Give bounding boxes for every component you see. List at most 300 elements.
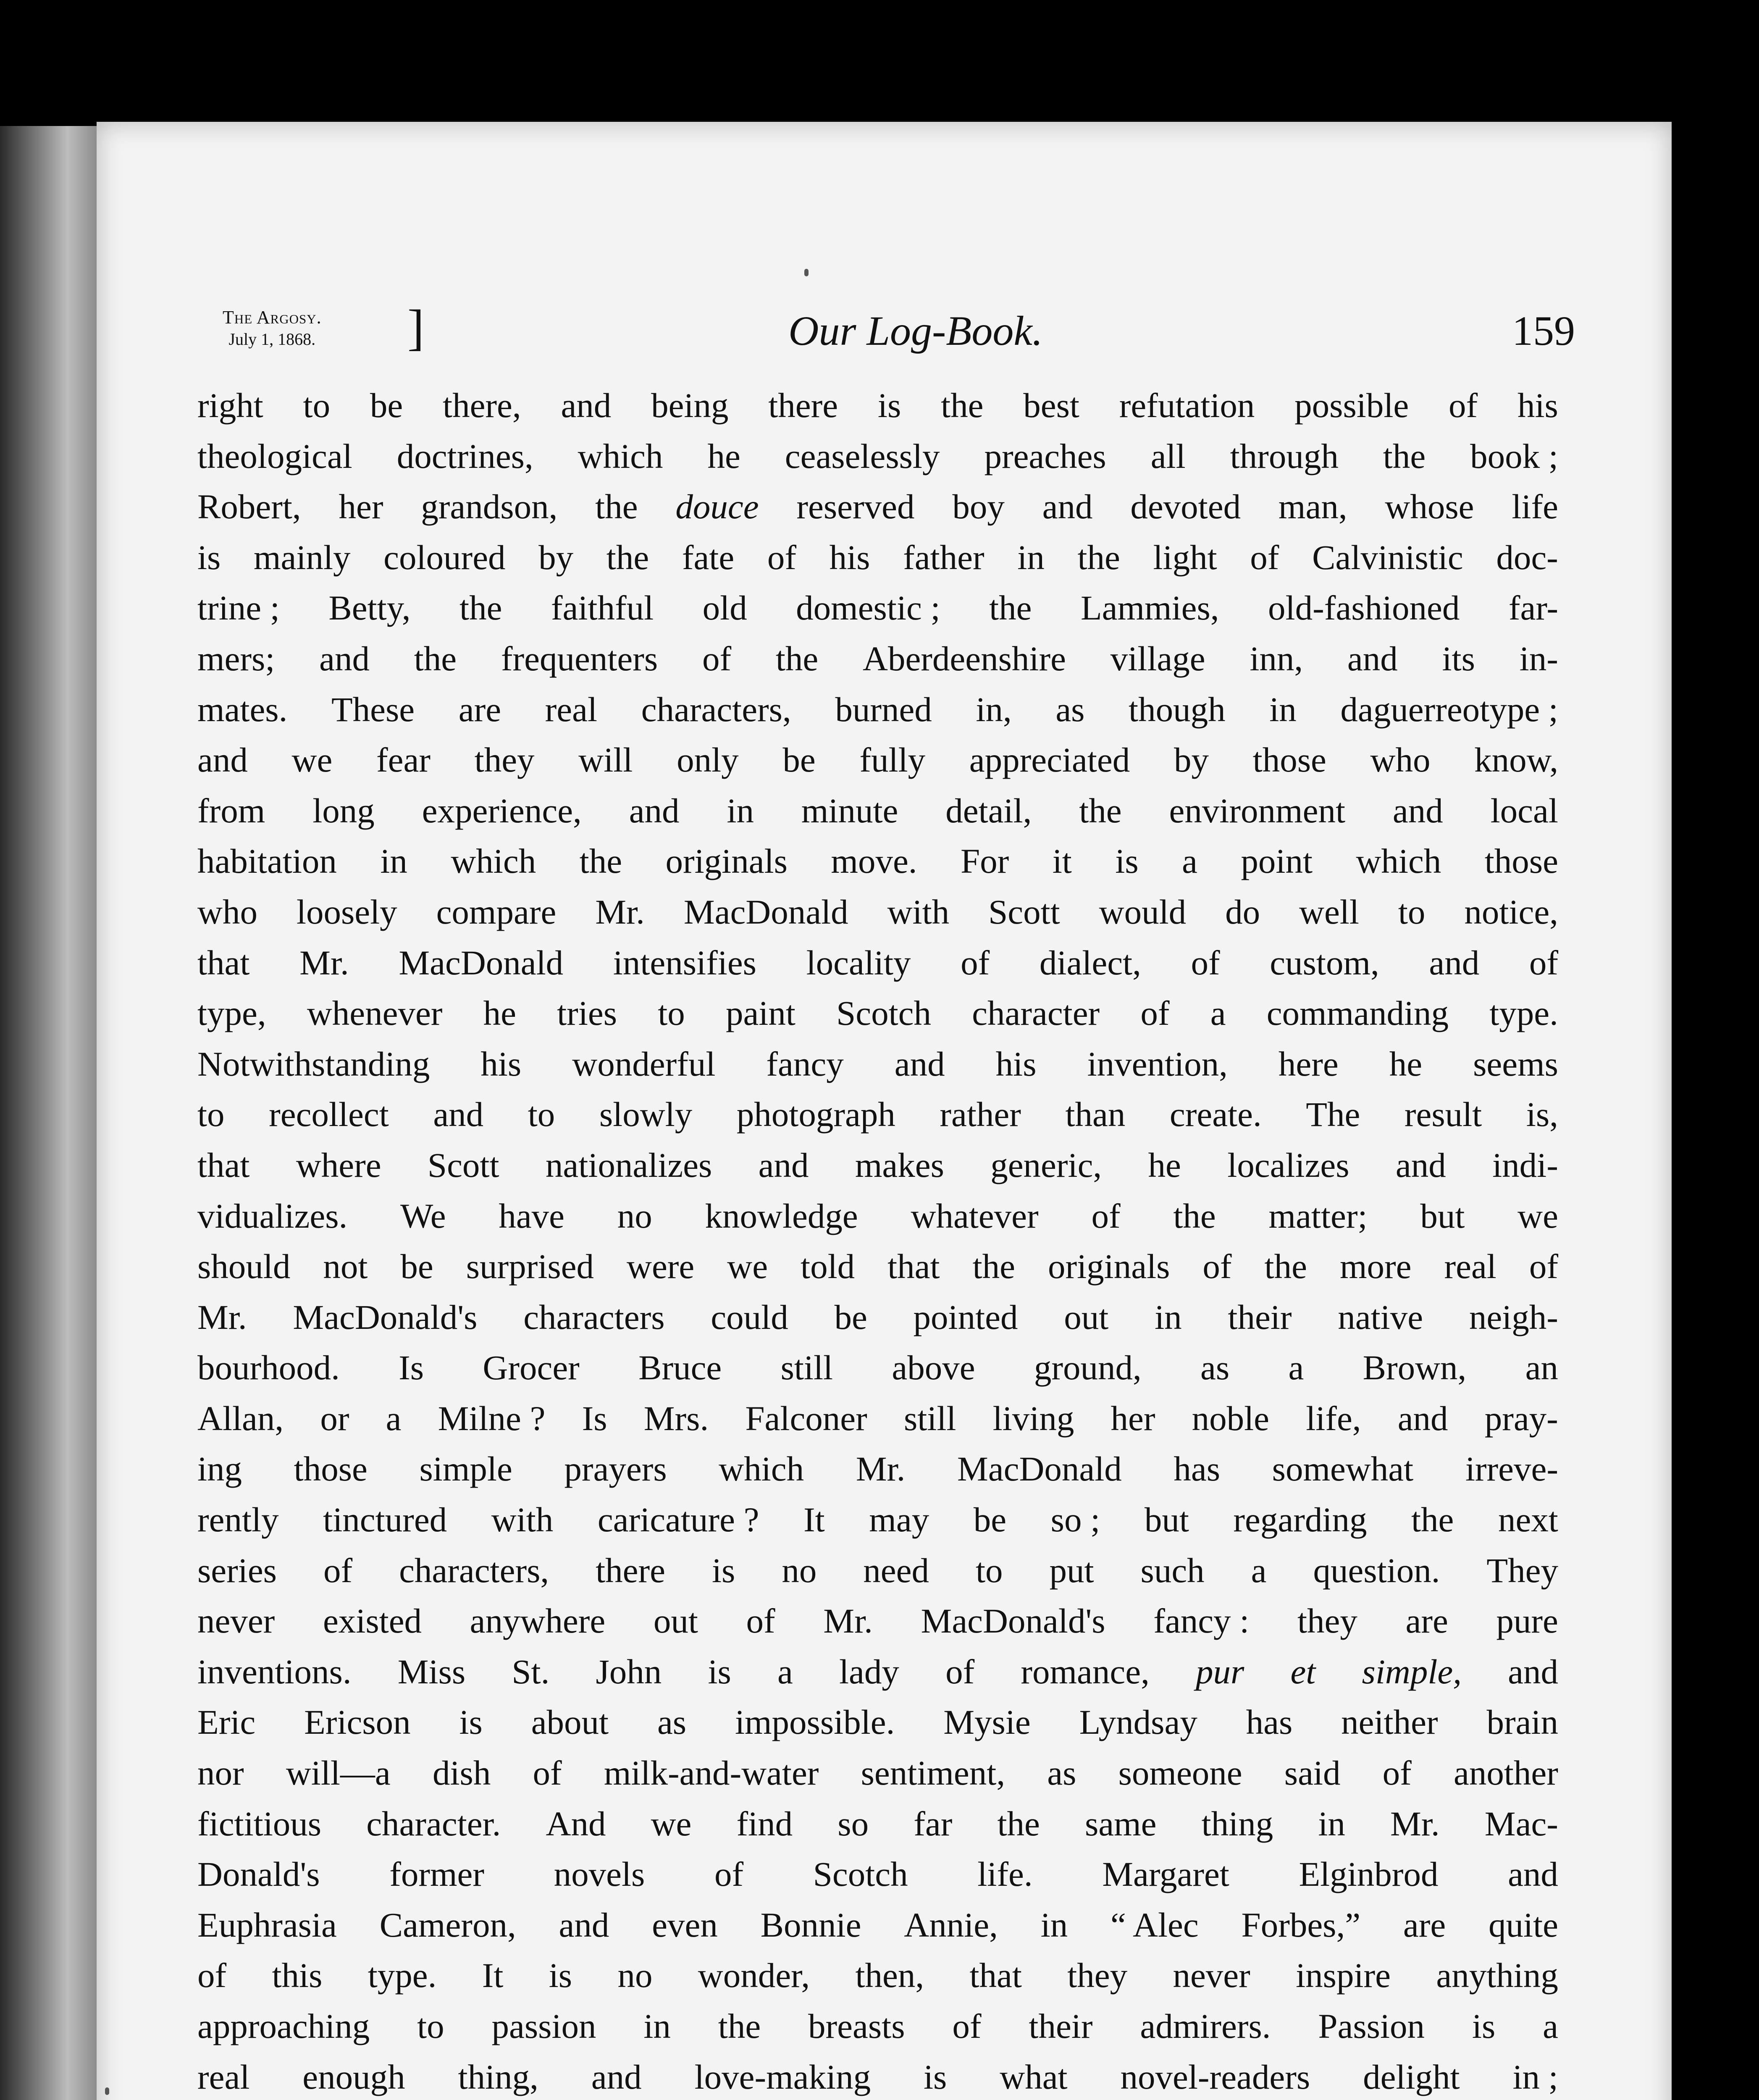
word: and xyxy=(758,1145,809,1184)
word: it xyxy=(1052,842,1072,881)
word: generic, xyxy=(990,1145,1102,1184)
page-title: Our Log-Book. xyxy=(788,307,1043,354)
word: what xyxy=(1000,2057,1068,2096)
word: native xyxy=(1338,1297,1423,1336)
word: their xyxy=(1228,1297,1292,1336)
page-number: 159 xyxy=(1512,307,1575,354)
word: in xyxy=(1040,1905,1068,1944)
adjacent-page-edge xyxy=(0,126,97,2100)
text-line xyxy=(197,532,1558,583)
word: of xyxy=(1091,1196,1121,1235)
word: type. xyxy=(1489,994,1558,1033)
word: reserved xyxy=(796,487,915,526)
word: someone xyxy=(1118,1754,1242,1793)
word: nationalizes xyxy=(545,1145,712,1184)
word: the xyxy=(414,639,457,678)
word: inventions. xyxy=(197,1652,352,1691)
word: there xyxy=(768,386,838,425)
word: breasts xyxy=(808,2007,905,2045)
word: possible xyxy=(1294,386,1409,425)
word: MacDonald xyxy=(957,1449,1122,1488)
word: rently xyxy=(197,1500,279,1539)
word: they xyxy=(1297,1601,1357,1641)
word: its xyxy=(1442,639,1475,678)
word: trine ; xyxy=(197,588,280,627)
word: long xyxy=(312,791,375,830)
word: burned xyxy=(835,690,932,729)
running-head xyxy=(223,298,1575,382)
word: the xyxy=(1173,1196,1216,1235)
word: simple xyxy=(419,1449,512,1488)
word: sentiment, xyxy=(861,1754,1006,1793)
word: and xyxy=(433,1095,484,1134)
word: no xyxy=(617,1196,652,1235)
word: Is xyxy=(399,1348,424,1387)
word: Scott xyxy=(988,892,1060,931)
word: romance, xyxy=(1021,1652,1150,1691)
word: who xyxy=(197,892,257,931)
word: of xyxy=(1191,943,1220,982)
word: Ericson xyxy=(304,1703,411,1742)
text-line xyxy=(197,1545,1558,1596)
word: pure xyxy=(1496,1601,1558,1641)
word: their xyxy=(1029,2007,1093,2045)
word: admirers. xyxy=(1140,2007,1271,2045)
word: minute xyxy=(801,791,898,830)
word: whatever xyxy=(911,1196,1039,1235)
text-line xyxy=(197,735,1558,785)
word: where xyxy=(296,1145,381,1184)
word: life. xyxy=(977,1855,1033,1894)
word: Lammies, xyxy=(1080,588,1219,627)
word: and xyxy=(319,639,370,678)
word: Scott xyxy=(427,1145,499,1184)
word: to xyxy=(528,1095,555,1134)
word: inn, xyxy=(1250,639,1303,678)
word: and xyxy=(1508,1652,1558,1691)
word: refutation xyxy=(1119,386,1255,425)
word: regarding xyxy=(1233,1500,1367,1539)
word: tries xyxy=(557,994,617,1033)
text-line xyxy=(197,583,1558,633)
word: originals xyxy=(665,842,788,881)
word: are xyxy=(1405,1601,1448,1641)
word: locality xyxy=(806,943,911,982)
word: vidualizes. xyxy=(197,1196,348,1235)
word: love-making xyxy=(694,2057,871,2096)
word: will—a xyxy=(286,1754,391,1793)
word: ceaselessly xyxy=(785,436,940,475)
word: in xyxy=(643,2007,671,2045)
word: old-fashioned xyxy=(1268,588,1460,627)
word: he xyxy=(1389,1044,1423,1083)
word: MacDonald xyxy=(683,892,848,931)
word: loosely xyxy=(296,892,397,931)
word: knowledge xyxy=(705,1196,858,1235)
word: wonderful xyxy=(572,1044,716,1083)
word: Mysie xyxy=(943,1703,1031,1742)
word: doctrines, xyxy=(396,436,533,475)
word: they xyxy=(1067,1956,1128,1995)
word: Mr. xyxy=(856,1449,906,1488)
word: is xyxy=(1115,842,1139,881)
word: anything xyxy=(1436,1956,1558,1995)
word: Mac- xyxy=(1484,1804,1558,1843)
word: far- xyxy=(1508,588,1558,627)
word: an xyxy=(1525,1348,1558,1387)
text-line xyxy=(197,988,1558,1039)
text-line xyxy=(197,1798,1558,1849)
text-line xyxy=(197,1292,1558,1343)
word: MacDonald's xyxy=(921,1601,1105,1641)
word: that xyxy=(197,943,250,982)
word: life, xyxy=(1306,1399,1361,1438)
word: domestic ; xyxy=(796,588,940,627)
word: thing xyxy=(1201,1804,1273,1843)
word: this xyxy=(272,1956,323,1995)
journal-name: The Argosy. xyxy=(223,307,322,328)
word: as xyxy=(1200,1348,1230,1387)
word: Mr. xyxy=(1390,1804,1440,1843)
word: type. xyxy=(368,1956,437,1995)
word: we xyxy=(727,1247,768,1286)
word: point xyxy=(1241,842,1313,881)
word: here xyxy=(1278,1044,1339,1083)
word: more xyxy=(1339,1247,1412,1286)
text-line xyxy=(197,1039,1558,1089)
word: that xyxy=(197,1145,250,1184)
word: his xyxy=(829,538,870,577)
word: character. xyxy=(366,1804,501,1843)
word: Bonnie xyxy=(760,1905,861,1944)
word: and xyxy=(1397,1399,1448,1438)
word: move. xyxy=(831,842,917,881)
word: are xyxy=(1403,1905,1446,1944)
word: intensifies xyxy=(613,943,756,982)
word: the xyxy=(1077,538,1120,577)
word: and xyxy=(1508,1855,1558,1894)
word: the xyxy=(989,588,1032,627)
word: et xyxy=(1290,1652,1316,1691)
word: never xyxy=(197,1601,275,1641)
word: of xyxy=(1529,943,1558,982)
word: mainly xyxy=(254,538,351,577)
word: daguerreotype ; xyxy=(1340,690,1558,729)
word: slowly xyxy=(599,1095,693,1134)
word: fear xyxy=(376,740,431,780)
word: Robert, xyxy=(197,487,301,526)
word: we xyxy=(1517,1196,1558,1235)
word: in xyxy=(1269,690,1297,729)
word: Scotch xyxy=(836,994,931,1033)
word: real xyxy=(197,2057,250,2096)
word: from xyxy=(197,791,265,830)
word: boy xyxy=(952,487,1005,526)
text-line xyxy=(197,937,1558,988)
word: Miss xyxy=(397,1652,466,1691)
word: faithful xyxy=(551,588,654,627)
word: bourhood. xyxy=(197,1348,340,1387)
word: old xyxy=(702,588,747,627)
word: mers; xyxy=(197,639,275,678)
word: by xyxy=(1174,740,1209,780)
word: as xyxy=(657,1703,687,1742)
word: is xyxy=(1472,2007,1496,2045)
word: of xyxy=(323,1551,353,1590)
text-line xyxy=(197,1748,1558,1798)
word: ing xyxy=(197,1449,242,1488)
word: his xyxy=(480,1044,522,1083)
word: could xyxy=(711,1297,788,1336)
word: fictitious xyxy=(197,1804,322,1843)
text-line xyxy=(197,1342,1558,1393)
word: to xyxy=(658,994,685,1033)
word: man, xyxy=(1278,487,1347,526)
word: are xyxy=(458,690,501,729)
word: novels xyxy=(554,1855,645,1894)
word: dialect, xyxy=(1039,943,1141,982)
word: and xyxy=(1042,487,1093,526)
word: MacDonald xyxy=(399,943,564,982)
word: neigh- xyxy=(1469,1297,1558,1336)
word: Cameron, xyxy=(379,1905,516,1944)
word: Annie, xyxy=(904,1905,998,1944)
word: all xyxy=(1150,436,1186,475)
body-text xyxy=(197,380,1558,2100)
word: Brown, xyxy=(1363,1348,1467,1387)
word: best xyxy=(1023,386,1079,425)
word: pur xyxy=(1195,1652,1244,1691)
word: We xyxy=(400,1196,446,1235)
word: Margaret xyxy=(1102,1855,1229,1894)
word: experience, xyxy=(422,791,582,830)
word: grandson, xyxy=(421,487,558,526)
word: his xyxy=(995,1044,1037,1083)
word: the xyxy=(606,538,649,577)
word: the xyxy=(459,588,502,627)
word: life xyxy=(1512,487,1558,526)
word: lady xyxy=(839,1652,899,1691)
word: and xyxy=(1429,943,1480,982)
word: the xyxy=(718,2007,761,2045)
word: living xyxy=(992,1399,1074,1438)
word: a xyxy=(1543,2007,1558,2045)
word: but xyxy=(1420,1196,1465,1235)
word: in xyxy=(1318,1804,1345,1843)
word: right xyxy=(197,386,263,425)
word: coloured xyxy=(383,538,506,577)
word: Milne ? xyxy=(438,1399,546,1438)
word: and xyxy=(629,791,680,830)
word: her xyxy=(339,487,383,526)
word: existed xyxy=(323,1601,422,1641)
word: in, xyxy=(976,690,1012,729)
word: fate xyxy=(682,538,735,577)
word: be xyxy=(400,1247,433,1286)
word: enough xyxy=(302,2057,405,2096)
word: is xyxy=(711,1551,735,1590)
word: real xyxy=(1444,1247,1496,1286)
text-line xyxy=(197,1849,1558,1900)
word: said xyxy=(1284,1754,1341,1793)
word: Donald's xyxy=(197,1855,320,1894)
text-line xyxy=(197,1089,1558,1140)
word: a xyxy=(777,1652,793,1691)
word: out xyxy=(1064,1297,1109,1336)
word: somewhat xyxy=(1272,1449,1414,1488)
word: need xyxy=(863,1551,929,1590)
word: to xyxy=(1398,892,1426,931)
word: environment xyxy=(1169,791,1346,830)
word: in ; xyxy=(1512,2057,1558,2096)
word: as xyxy=(1047,1754,1076,1793)
word: would xyxy=(1099,892,1187,931)
text-line xyxy=(197,887,1558,937)
word: out xyxy=(653,1601,698,1641)
word: then, xyxy=(855,1956,924,1995)
word: has xyxy=(1246,1703,1293,1742)
word: or xyxy=(320,1399,349,1438)
word: type, xyxy=(197,994,266,1033)
book-page xyxy=(97,122,1672,2100)
word: be xyxy=(973,1500,1007,1539)
word: frequenters xyxy=(501,639,658,678)
word: characters, xyxy=(399,1551,549,1590)
word: wonder, xyxy=(698,1956,810,1995)
text-line xyxy=(197,1393,1558,1444)
word: village xyxy=(1110,639,1205,678)
word: simple, xyxy=(1362,1652,1462,1691)
word: never xyxy=(1173,1956,1250,1995)
word: of xyxy=(533,1754,562,1793)
word: Calvinistic xyxy=(1312,538,1463,577)
word: neither xyxy=(1341,1703,1438,1742)
word: detail, xyxy=(945,791,1032,830)
word: in- xyxy=(1519,639,1558,678)
word: localizes xyxy=(1227,1145,1349,1184)
word: well xyxy=(1299,892,1359,931)
word: to xyxy=(197,1095,225,1134)
word: there, xyxy=(443,386,521,425)
word: in xyxy=(380,842,407,881)
word: they xyxy=(474,740,535,780)
word: noble xyxy=(1192,1399,1270,1438)
word: of xyxy=(767,538,796,577)
word: put xyxy=(1049,1551,1094,1590)
word: than xyxy=(1065,1095,1126,1134)
word: he xyxy=(707,436,740,475)
word: next xyxy=(1498,1500,1558,1539)
word: Eric xyxy=(197,1703,256,1742)
word: be xyxy=(834,1297,867,1336)
word: find xyxy=(736,1804,793,1843)
word: invention, xyxy=(1087,1044,1228,1083)
word: told xyxy=(801,1247,855,1286)
word: not xyxy=(323,1247,368,1286)
word: compare xyxy=(436,892,557,931)
word: in xyxy=(727,791,754,830)
word: novel-readers xyxy=(1120,2057,1310,2096)
word: which xyxy=(719,1449,804,1488)
word: Mr. xyxy=(197,1297,247,1336)
word: fancy : xyxy=(1153,1601,1250,1641)
word: character xyxy=(972,994,1100,1033)
word: of xyxy=(1140,994,1170,1033)
word: For xyxy=(960,842,1009,881)
word: nor xyxy=(197,1754,244,1793)
word: whose xyxy=(1385,487,1474,526)
word: tinctured xyxy=(323,1500,447,1539)
word: the xyxy=(775,639,819,678)
word: we xyxy=(291,740,333,780)
word: commanding xyxy=(1266,994,1449,1033)
word: preaches xyxy=(984,436,1106,475)
word: Elginbrod xyxy=(1299,1855,1439,1894)
word: is xyxy=(549,1956,572,1995)
word: though xyxy=(1129,690,1226,729)
word: fancy xyxy=(766,1044,844,1083)
word: characters xyxy=(523,1297,665,1336)
word: being xyxy=(651,386,729,425)
word: “ Alec xyxy=(1111,1905,1199,1944)
word: that xyxy=(969,1956,1022,1995)
word: Allan, xyxy=(197,1399,284,1438)
word: only xyxy=(677,740,739,780)
text-line xyxy=(197,1646,1558,1697)
word: brain xyxy=(1486,1703,1558,1742)
text-line xyxy=(197,785,1558,836)
word: who xyxy=(1370,740,1431,780)
text-line xyxy=(197,380,1558,431)
word: even xyxy=(652,1905,718,1944)
word: of xyxy=(952,2007,982,2045)
print-speck xyxy=(105,2087,109,2095)
word: the xyxy=(972,1247,1015,1286)
word: impossible. xyxy=(735,1703,895,1742)
word: we xyxy=(651,1804,692,1843)
word: light xyxy=(1153,538,1217,577)
word: which xyxy=(451,842,536,881)
journal-date: July 1, 1868. xyxy=(228,330,316,349)
word: Euphrasia xyxy=(197,1905,337,1944)
word: dish xyxy=(432,1754,491,1793)
word: he xyxy=(1148,1145,1181,1184)
word: have xyxy=(499,1196,565,1235)
word: recollect xyxy=(269,1095,389,1134)
word: quite xyxy=(1489,1905,1558,1944)
word: by xyxy=(538,538,574,577)
word: St. xyxy=(512,1652,550,1691)
word: and xyxy=(1395,1145,1446,1184)
word: still xyxy=(903,1399,956,1438)
word: to xyxy=(303,386,331,425)
word: of xyxy=(945,1652,975,1691)
word: Betty, xyxy=(328,588,411,627)
word: such xyxy=(1140,1551,1205,1590)
word: is xyxy=(923,2057,947,2096)
word: another xyxy=(1453,1754,1558,1793)
word: appreciated xyxy=(969,740,1130,780)
word: habitation xyxy=(197,842,337,881)
word: Aberdeenshire xyxy=(863,639,1066,678)
word: Forbes,” xyxy=(1241,1905,1361,1944)
word: makes xyxy=(855,1145,944,1184)
word: former xyxy=(389,1855,485,1894)
word: and xyxy=(1392,791,1443,830)
word: and xyxy=(197,740,248,780)
word: his xyxy=(1517,386,1558,425)
word: of xyxy=(1449,386,1478,425)
